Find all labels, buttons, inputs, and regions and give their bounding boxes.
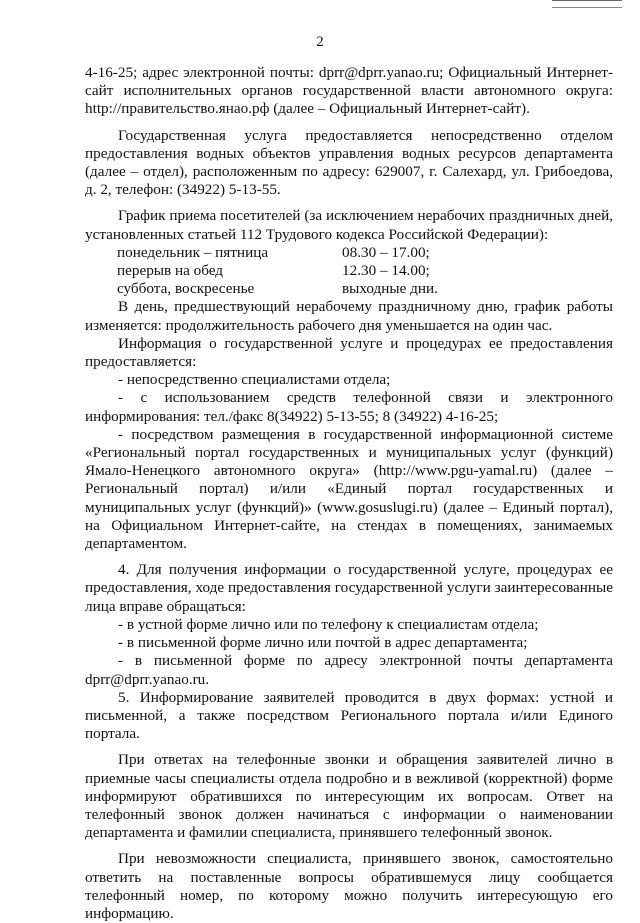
list-item-phone: - с использованием средств телефонной связи и электронного информирования: тел./факс 8(34922) 5-13-55; 8 (34922) 4-16-25; (85, 389, 613, 425)
schedule-day: понедельник – пятница (117, 243, 269, 261)
schedule-row (117, 244, 613, 262)
schedule-table (117, 244, 613, 299)
schedule-row (117, 262, 613, 280)
list-item-email: - в письменной форме по адресу электронной почты департамента dprr@dprr.yanao.ru. (85, 652, 613, 688)
list-item-specialists: - непосредственно специалистами отдела; (118, 371, 391, 389)
document-body (85, 64, 613, 923)
schedule-day: перерыв на обед (117, 262, 224, 280)
scan-corner-mark (552, 0, 622, 8)
paragraph-service-provider: Государственная услуга предоставляется непосредственно отделом предоставления водных объектов управления водных ресурсов департамента (далее – отдел), расположенным по адресу: 629007, г. Салехард, ул. Грибоедова, д. 2, телефон: (34922) 5-13-55. (85, 126, 613, 199)
paragraph-schedule-intro: График приема посетителей (за исключением нерабочих праздничных дней, установленных статьей 112 Трудового кодекса Российской Федерации): (85, 207, 613, 243)
schedule-time: выходные дни. (342, 280, 438, 298)
paragraph-info-provided: Информация о государственной услуге и процедурах ее предоставления предоставляется: (85, 334, 613, 371)
schedule-day: суббота, воскресенье (117, 280, 255, 298)
paragraph-phone-answers: При ответах на телефонные звонки и обращения заявителей лично в приемные часы специалисты отдела подробно и в вежливой (корректной) форме информируют обратившихся по интересующим их вопросам. Ответ на телефонный звонок должен начинаться с информации о наименовании департамента и фамилии специалиста, принявшего телефонный звонок. (85, 751, 613, 842)
list-item-written: - в письменной форме лично или почтой в адрес департамента; (118, 634, 528, 652)
paragraph-item-5: 5. Информирование заявителей проводится в двух формах: устной и письменной, а также посредством Регионального портала и/или Единого портала. (85, 688, 613, 743)
paragraph-contacts: 4-16-25; адрес электронной почты: dprr@dprr.yanao.ru; Официальный Интернет-сайт исполнительных органов государственной власти автономного округа: http://правительство.янао.рф (далее – Официальный Интернет-сайт). (85, 64, 613, 118)
paragraph-preholiday: В день, предшествующий нерабочему праздничному дню, график работы изменяется: продолжительность рабочего дня уменьшается на один час. (85, 298, 613, 334)
page-number: 2 (316, 34, 324, 50)
schedule-time: 08.30 – 17.00; (342, 243, 430, 261)
schedule-row (117, 280, 613, 298)
paragraph-referral: При невозможности специалиста, принявшего звонок, самостоятельно ответить на поставленные вопросы обратившемуся лицу сообщается телефонный номер, по которому можно получить интересующую его информацию. (85, 850, 613, 922)
schedule-time: 12.30 – 14.00; (342, 262, 430, 280)
list-item-portals: - посредством размещения в государственной информационной системе «Региональный портал государственных и муниципальных услуг (функций) Ямало-Ненецкого автономного округа» (http://www.pgu-yamal.ru) (далее – Региональный портал) и/или «Единый портал государственных и муниципальных услуг (функций)» (www.gosuslugi.ru) (далее – Единый портал), на Официальном Интернет-сайте, на стендах в помещениях, занимаемых департаментом. (85, 425, 613, 553)
paragraph-item-4: 4. Для получения информации о государственной услуге, процедурах ее предоставления, ходе предоставления государственной услуги заинтересованные лица вправе обращаться: (85, 561, 613, 615)
list-item-oral: - в устной форме лично или по телефону к специалистам отдела; (118, 615, 539, 633)
